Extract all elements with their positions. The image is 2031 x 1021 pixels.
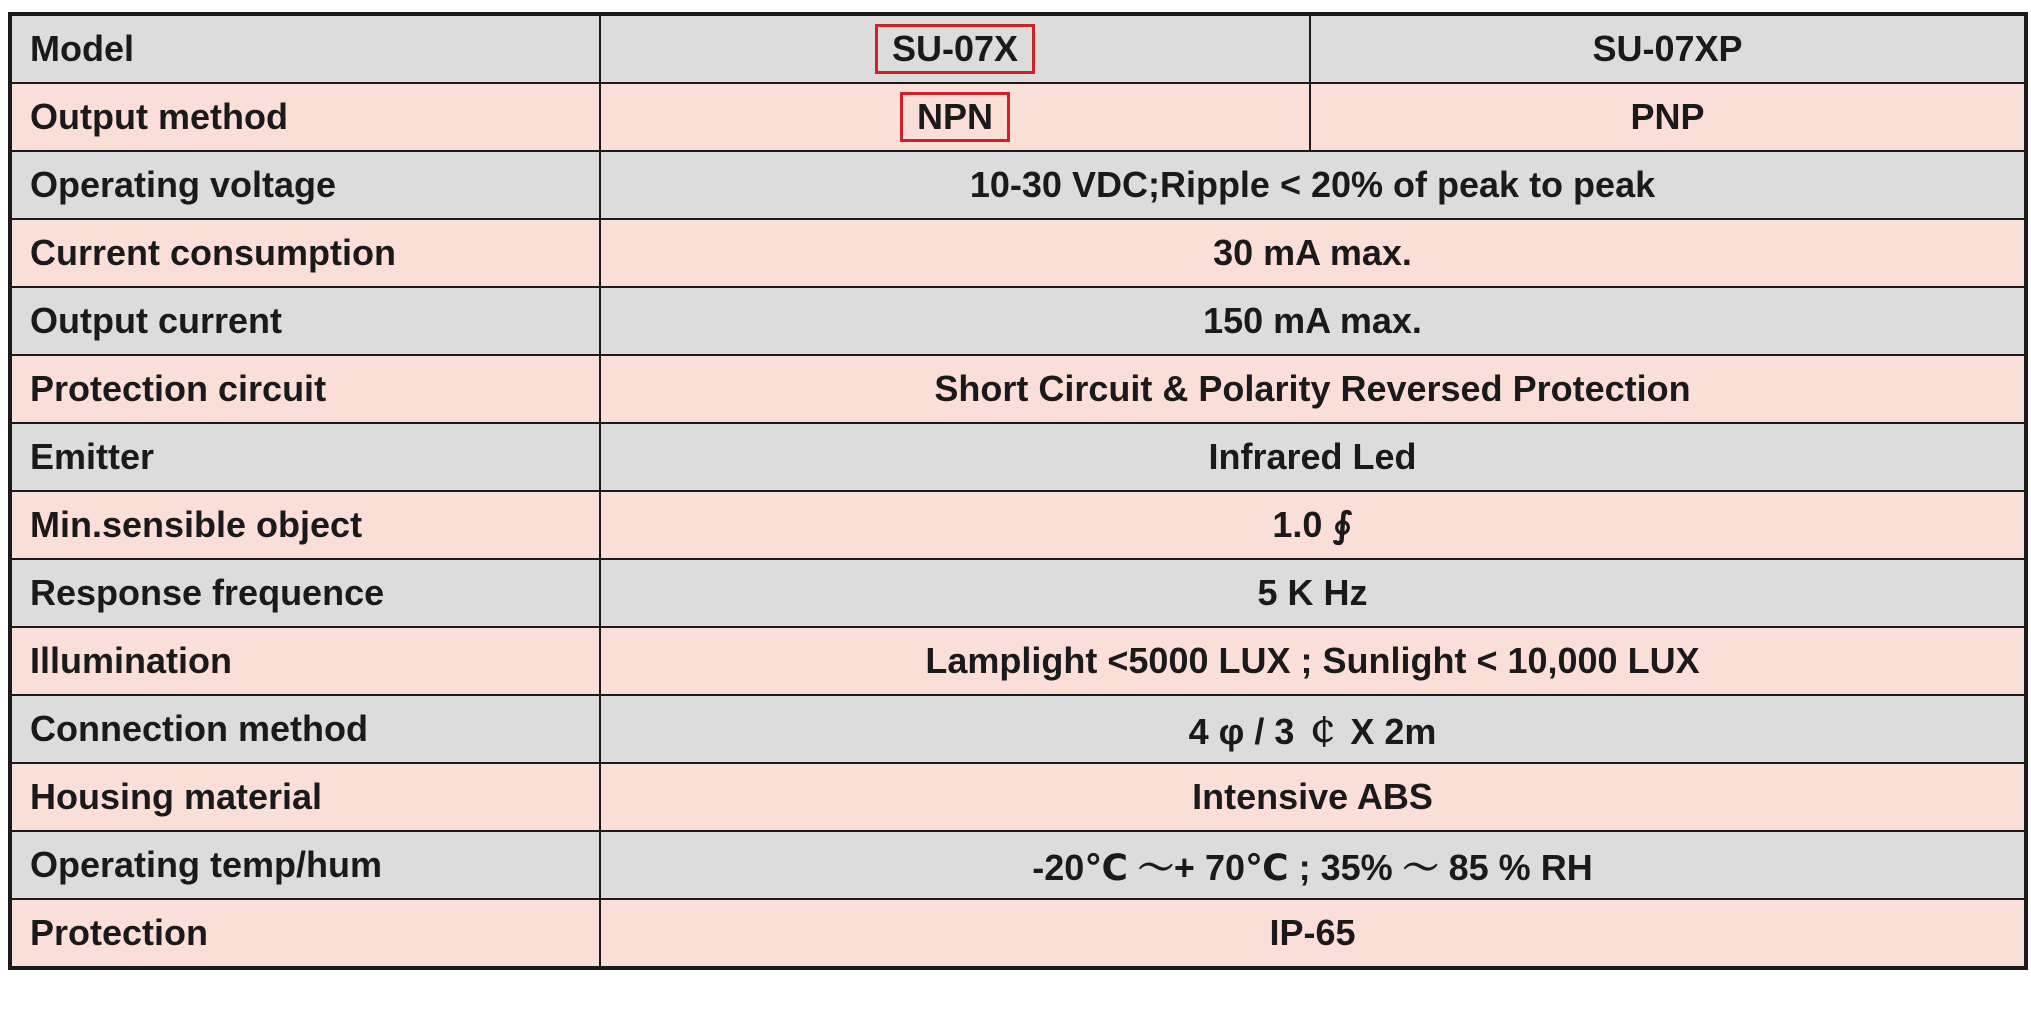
model-label: Model xyxy=(10,14,600,83)
spec-value: IP-65 xyxy=(600,899,2026,968)
output-method-npn-value: NPN xyxy=(900,92,1010,142)
output-method-npn-cell xyxy=(600,83,1310,151)
spec-value: 5 K Hz xyxy=(600,559,2026,627)
spec-label: Emitter xyxy=(10,423,600,491)
table-row xyxy=(10,491,2026,559)
table-row xyxy=(10,831,2026,899)
spec-value: 10-30 VDC;Ripple < 20% of peak to peak xyxy=(600,151,2026,219)
output-method-pnp-value: PNP xyxy=(1310,83,2026,151)
table-row xyxy=(10,627,2026,695)
spec-value: -20℃ ～+ 70℃ ; 35% ～ 85 % RH xyxy=(600,831,2026,899)
table-row xyxy=(10,899,2026,968)
spec-value: Short Circuit & Polarity Reversed Protection xyxy=(600,355,2026,423)
spec-label: Housing material xyxy=(10,763,600,831)
spec-label: Min.sensible object xyxy=(10,491,600,559)
table-row xyxy=(10,423,2026,491)
spec-label: Current consumption xyxy=(10,219,600,287)
spec-value: Lamplight <5000 LUX ; Sunlight < 10,000 LUX xyxy=(600,627,2026,695)
spec-label: Response frequence xyxy=(10,559,600,627)
output-method-label: Output method xyxy=(10,83,600,151)
table-row xyxy=(10,559,2026,627)
model-su-07x-value: SU-07X xyxy=(875,24,1035,74)
spec-value: Infrared Led xyxy=(600,423,2026,491)
spec-value: 4 φ / 3 ￠ X 2m xyxy=(600,695,2026,763)
spec-table xyxy=(8,12,2028,970)
spec-label: Protection circuit xyxy=(10,355,600,423)
spec-value: 150 mA max. xyxy=(600,287,2026,355)
table-row xyxy=(10,695,2026,763)
spec-label: Protection xyxy=(10,899,600,968)
table-row xyxy=(10,151,2026,219)
spec-value: 30 mA max. xyxy=(600,219,2026,287)
table-row xyxy=(10,763,2026,831)
spec-label: Operating temp/hum xyxy=(10,831,600,899)
spec-label: Illumination xyxy=(10,627,600,695)
spec-label: Connection method xyxy=(10,695,600,763)
table-row xyxy=(10,219,2026,287)
table-row-model xyxy=(10,14,2026,83)
spec-value: Intensive ABS xyxy=(600,763,2026,831)
table-row xyxy=(10,287,2026,355)
model-su-07x-cell xyxy=(600,14,1310,83)
model-su-07xp-value: SU-07XP xyxy=(1310,14,2026,83)
table-row xyxy=(10,355,2026,423)
spec-value: 1.0 ∮ xyxy=(600,491,2026,559)
spec-label: Output current xyxy=(10,287,600,355)
spec-label: Operating voltage xyxy=(10,151,600,219)
table-row-output-method xyxy=(10,83,2026,151)
